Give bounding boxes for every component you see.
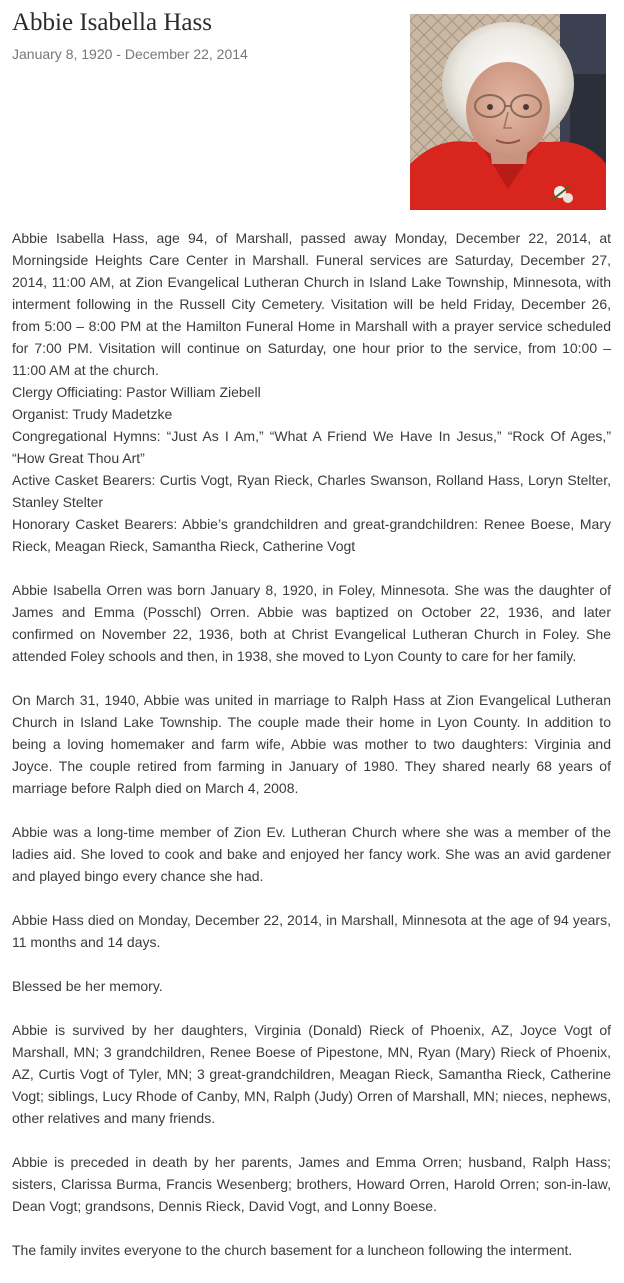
marriage-paragraph: On March 31, 1940, Abbie was united in marriage to Ralph Hass at Zion Evangelical Lutheran Church in Island Lake Township. The couple made their home in Lyon County. In addition to being a loving homemaker and farm wife, Abbie was mother to two daughters: Virginia and Joyce. The couple retired from farming in January of 1980. They shared nearly 68 years of marriage before Ralph died on March 4, 2008. (12, 692, 611, 796)
obituary-name: Abbie Isabella Hass (12, 9, 212, 36)
portrait-photo (410, 14, 606, 210)
obituary-body (12, 227, 611, 1283)
organist-line: Organist: Trudy Madetzke (12, 406, 173, 422)
honorary-bearers-line: Honorary Casket Bearers: Abbie’s grandchildren and great-grandchildren: Renee Boese, Mary Rieck, Meagan Rieck, Samantha Rieck, Catherine Vogt (12, 516, 611, 554)
interests-paragraph: Abbie was a long-time member of Zion Ev. Lutheran Church where she was a member of the ladies aid. She loved to cook and bake and enjoyed her fancy work. She was an avid gardener and played bingo every chance she had. (12, 824, 611, 884)
obituary-details (12, 227, 611, 557)
life-dates: January 8, 1920 - December 22, 2014 (12, 46, 248, 62)
intro-paragraph: Abbie Isabella Hass, age 94, of Marshall, passed away Monday, December 22, 2014, at Morningside Heights Care Center in Marshall. Funeral services are Saturday, December 27, 2014, 11:00 AM, at Zion Evangelical Lutheran Church in Island Lake Township, Minnesota, with interment following in the Russell City Cemetery. Visitation will be held Friday, December 26, from 5:00 – 8:00 PM at the Hamilton Funeral Home in Marshall with a prayer service scheduled for 7:00 PM. Visitation will continue on Saturday, one hour prior to the service, from 10:00 – 11:00 AM at the church. (12, 230, 611, 378)
preceded-paragraph: Abbie is preceded in death by her parents, James and Emma Orren; husband, Ralph Hass; sisters, Clarissa Burma, Francis Wesenberg; brothers, Howard Orren, Harold Orren; son-in-law, Dean Vogt; grandsons, Dennis Rieck, David Vogt, and Lonny Boese. (12, 1154, 611, 1214)
portrait-image (410, 14, 606, 210)
hymns-line: Congregational Hymns: “Just As I Am,” “What A Friend We Have In Jesus,” “Rock Of Ages,” “How Great Thou Art” (12, 428, 611, 466)
memory-paragraph: Blessed be her memory. (12, 978, 163, 994)
survivors-paragraph: Abbie is survived by her daughters, Virginia (Donald) Rieck of Phoenix, AZ, Joyce Vogt of Marshall, MN; 3 grandchildren, Renee Boese of Pipestone, MN, Ryan (Mary) Rieck of Phoenix, AZ, Curtis Vogt of Tyler, MN; 3 great-grandchildren, Meagan Rieck, Samantha Rieck, Catherine Vogt; siblings, Lucy Rhode of Canby, MN, Ralph (Judy) Orren of Marshall, MN; nieces, nephews, other relatives and many friends. (12, 1022, 611, 1126)
clergy-line: Clergy Officiating: Pastor William Ziebell (12, 384, 261, 400)
luncheon-paragraph: The family invites everyone to the church basement for a luncheon following the interment. (12, 1242, 573, 1258)
active-bearers-line: Active Casket Bearers: Curtis Vogt, Ryan Rieck, Charles Swanson, Rolland Hass, Loryn Stelter, Stanley Stelter (12, 472, 611, 510)
death-paragraph: Abbie Hass died on Monday, December 22, 2014, in Marshall, Minnesota at the age of 94 years, 11 months and 14 days. (12, 912, 611, 950)
biography-paragraph: Abbie Isabella Orren was born January 8, 1920, in Foley, Minnesota. She was the daughter of James and Emma (Posschl) Orren. Abbie was baptized on October 22, 1936, and later confirmed on November 22, 1936, both at Christ Evangelical Lutheran Church in Foley. She attended Foley schools and then, in 1938, she moved to Lyon County to care for her family. (12, 582, 611, 664)
